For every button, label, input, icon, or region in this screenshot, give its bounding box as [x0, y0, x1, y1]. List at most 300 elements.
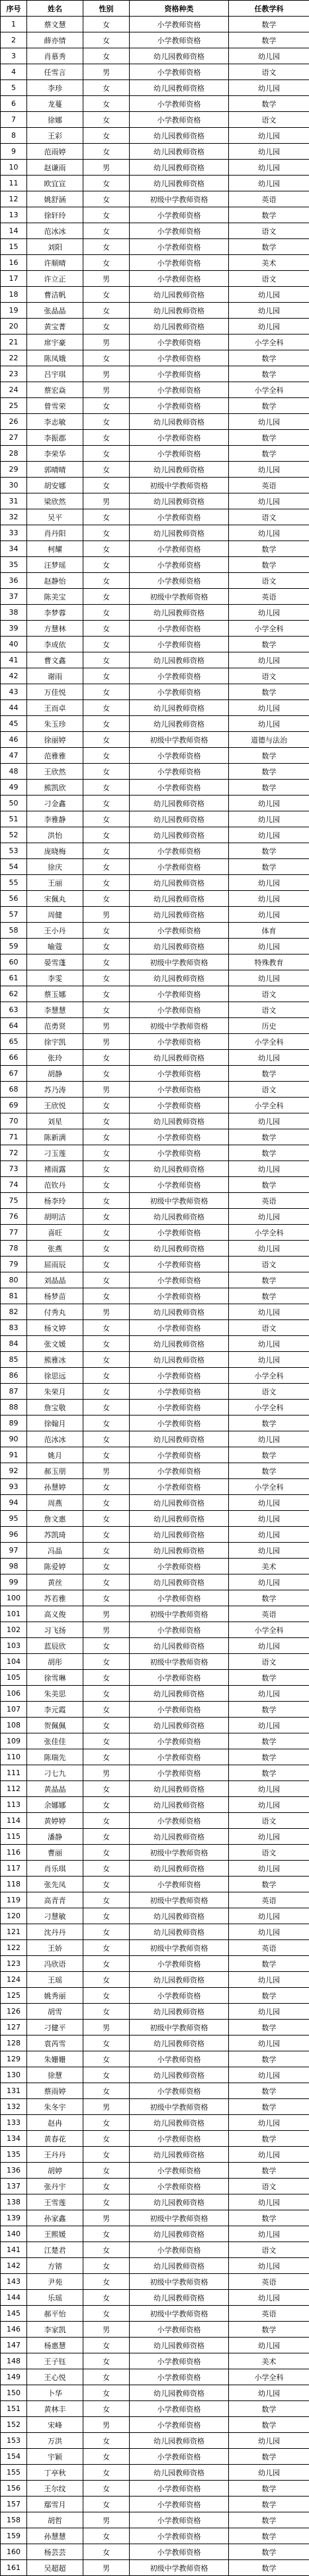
table-row	[1, 2099, 309, 2115]
table-row	[1, 1956, 309, 1972]
table-row	[1, 271, 309, 287]
cell-name: 宋佩丸	[27, 891, 83, 907]
cell-serial-number: 100	[1, 1590, 27, 1606]
cell-subject: 美术	[229, 2353, 309, 2369]
cell-subject: 幼儿园	[229, 1718, 309, 1733]
cell-gender: 女	[83, 1733, 130, 1749]
cell-serial-number: 56	[1, 891, 27, 907]
cell-name: 方慧林	[27, 621, 83, 637]
cell-subject: 英语	[229, 1606, 309, 1622]
cell-name: 刁七九	[27, 1765, 83, 1781]
cell-subject: 数学	[229, 207, 309, 223]
table-row	[1, 398, 309, 414]
cell-subject: 小学全科	[229, 2369, 309, 2385]
cell-serial-number: 80	[1, 1272, 27, 1288]
cell-name: 胡静	[27, 1066, 83, 1082]
table-row	[1, 1622, 309, 1638]
table-row	[1, 2544, 309, 2560]
cell-subject: 数学	[229, 2131, 309, 2147]
cell-name: 黄林丰	[27, 2401, 83, 2417]
table-row	[1, 1877, 309, 1892]
cell-name: 周健	[27, 907, 83, 923]
cell-gender: 女	[83, 637, 130, 652]
table-row	[1, 1527, 309, 1543]
cell-name: 徐轩玲	[27, 207, 83, 223]
table-row	[1, 1113, 309, 1129]
cell-serial-number: 1	[1, 17, 27, 32]
table-row	[1, 2115, 309, 2131]
cell-subject: 幼儿园	[229, 2433, 309, 2449]
cell-qualification-type: 幼儿园教师资格	[130, 1908, 229, 1924]
table-row	[1, 811, 309, 827]
cell-gender: 女	[83, 2258, 130, 2274]
cell-subject: 小学全科	[229, 1400, 309, 1416]
cell-serial-number: 158	[1, 2512, 27, 2528]
cell-serial-number: 61	[1, 970, 27, 986]
cell-subject: 数学	[229, 2417, 309, 2433]
cell-gender: 女	[83, 446, 130, 462]
table-row	[1, 1845, 309, 1861]
table-row	[1, 2306, 309, 2322]
cell-subject: 语文	[229, 1384, 309, 1400]
table-row	[1, 1002, 309, 1018]
cell-gender: 女	[83, 2369, 130, 2385]
cell-subject: 幼儿园	[229, 80, 309, 96]
table-row	[1, 1988, 309, 2004]
cell-serial-number: 95	[1, 1511, 27, 1527]
cell-name: 席宇豪	[27, 335, 83, 350]
table-row	[1, 478, 309, 493]
table-row	[1, 2497, 309, 2512]
cell-gender: 女	[83, 2290, 130, 2306]
cell-name: 徐雪琳	[27, 1670, 83, 1686]
cell-qualification-type: 幼儿园教师资格	[130, 462, 229, 478]
table-row	[1, 541, 309, 557]
cell-qualification-type: 小学教师资格	[130, 1320, 229, 1336]
cell-gender: 女	[83, 2115, 130, 2131]
cell-subject: 数学	[229, 1066, 309, 1082]
cell-serial-number: 46	[1, 732, 27, 748]
cell-subject: 小学全科	[229, 1098, 309, 1113]
cell-serial-number: 82	[1, 1304, 27, 1320]
table-row	[1, 2051, 309, 2067]
cell-serial-number: 119	[1, 1892, 27, 1908]
cell-serial-number: 144	[1, 2290, 27, 2306]
table-row	[1, 954, 309, 970]
cell-serial-number: 101	[1, 1606, 27, 1622]
cell-gender: 女	[83, 2035, 130, 2051]
cell-gender: 女	[83, 223, 130, 239]
cell-name: 熊雅冰	[27, 1352, 83, 1368]
cell-name: 孙慧婷	[27, 1479, 83, 1495]
cell-serial-number: 81	[1, 1288, 27, 1304]
table-row	[1, 1765, 309, 1781]
cell-subject: 数学	[229, 1288, 309, 1304]
table-row	[1, 2353, 309, 2369]
cell-gender: 女	[83, 1145, 130, 1161]
cell-serial-number: 8	[1, 128, 27, 144]
cell-gender: 女	[83, 1797, 130, 1813]
cell-serial-number: 79	[1, 1257, 27, 1272]
cell-gender: 女	[83, 1654, 130, 1670]
table-row	[1, 732, 309, 748]
cell-subject: 幼儿园	[229, 2258, 309, 2274]
table-row	[1, 2083, 309, 2099]
cell-qualification-type: 幼儿园教师资格	[130, 2194, 229, 2210]
cell-subject: 英语	[229, 1193, 309, 1209]
cell-name: 宇颖	[27, 2449, 83, 2465]
cell-serial-number: 12	[1, 191, 27, 207]
cell-qualification-type: 幼儿园教师资格	[130, 1050, 229, 1066]
cell-serial-number: 55	[1, 875, 27, 891]
cell-name: 万洪	[27, 2433, 83, 2449]
cell-gender: 男	[83, 1034, 130, 1050]
cell-gender: 女	[83, 430, 130, 446]
cell-subject: 幼儿园	[229, 875, 309, 891]
table-row	[1, 350, 309, 366]
cell-serial-number: 157	[1, 2497, 27, 2512]
cell-gender: 女	[83, 1845, 130, 1861]
cell-name: 赵静怡	[27, 573, 83, 589]
cell-serial-number: 73	[1, 1161, 27, 1177]
cell-subject: 语文	[229, 509, 309, 525]
cell-qualification-type: 小学教师资格	[130, 764, 229, 780]
cell-serial-number: 88	[1, 1400, 27, 1416]
cell-subject: 幼儿园	[229, 48, 309, 64]
cell-name: 付秀丸	[27, 1304, 83, 1320]
cell-qualification-type: 幼儿园教师资格	[130, 1336, 229, 1352]
table-row	[1, 2512, 309, 2528]
cell-qualification-type: 小学教师资格	[130, 2512, 229, 2528]
cell-name: 苏若雅	[27, 1590, 83, 1606]
cell-qualification-type: 幼儿园教师资格	[130, 1241, 229, 1257]
cell-name: 冯晶	[27, 1543, 83, 1559]
cell-gender: 女	[83, 319, 130, 335]
cell-name: 柯耀	[27, 541, 83, 557]
header-gender: 性别	[83, 1, 130, 17]
cell-subject: 数学	[229, 780, 309, 796]
cell-qualification-type: 小学教师资格	[130, 2497, 229, 2512]
cell-subject: 数学	[229, 2051, 309, 2067]
cell-serial-number: 161	[1, 2560, 27, 2576]
cell-subject: 数学	[229, 2020, 309, 2035]
cell-qualification-type: 小学教师资格	[130, 780, 229, 796]
cell-gender: 女	[83, 923, 130, 939]
cell-name: 洪怡	[27, 827, 83, 843]
cell-gender: 女	[83, 2226, 130, 2242]
cell-name: 袁芮雪	[27, 2035, 83, 2051]
cell-name: 姚秀丽	[27, 1988, 83, 2004]
cell-gender: 女	[83, 2131, 130, 2147]
cell-gender: 男	[83, 1606, 130, 1622]
cell-subject: 数学	[229, 843, 309, 859]
cell-subject: 幼儿园	[229, 605, 309, 621]
cell-name: 王雪莲	[27, 2194, 83, 2210]
cell-gender: 男	[83, 2099, 130, 2115]
cell-name: 江楚君	[27, 2242, 83, 2258]
cell-gender: 女	[83, 1257, 130, 1272]
cell-name: 陈瑞先	[27, 1749, 83, 1765]
table-row	[1, 2163, 309, 2179]
cell-serial-number: 131	[1, 2083, 27, 2099]
cell-qualification-type: 小学教师资格	[130, 2242, 229, 2258]
cell-gender: 女	[83, 1193, 130, 1209]
cell-subject: 语文	[229, 112, 309, 128]
cell-serial-number: 149	[1, 2369, 27, 2385]
cell-name: 龙蔓	[27, 96, 83, 112]
cell-name: 曹洁帆	[27, 287, 83, 303]
cell-subject: 幼儿园	[229, 1161, 309, 1177]
cell-name: 冯欣语	[27, 1956, 83, 1972]
cell-name: 胡哲	[27, 2512, 83, 2528]
cell-serial-number: 93	[1, 1479, 27, 1495]
cell-name: 熊凯欣	[27, 780, 83, 796]
cell-serial-number: 24	[1, 382, 27, 398]
cell-name: 张晶晶	[27, 303, 83, 319]
table-row	[1, 875, 309, 891]
cell-gender: 男	[83, 493, 130, 509]
cell-name: 蔡宏焱	[27, 382, 83, 398]
cell-subject: 数学	[229, 1765, 309, 1781]
cell-qualification-type: 幼儿园教师资格	[130, 2035, 229, 2051]
table-row	[1, 986, 309, 1002]
cell-name: 谢雨	[27, 668, 83, 684]
cell-subject: 数学	[229, 1877, 309, 1892]
table-row	[1, 1543, 309, 1559]
cell-subject: 幼儿园	[229, 1113, 309, 1129]
cell-gender: 女	[83, 96, 130, 112]
cell-name: 张玲	[27, 1050, 83, 1066]
cell-gender: 女	[83, 1908, 130, 1924]
cell-qualification-type: 小学教师资格	[130, 923, 229, 939]
table-row	[1, 525, 309, 541]
table-row	[1, 764, 309, 780]
cell-serial-number: 136	[1, 2163, 27, 2179]
cell-qualification-type: 小学教师资格	[130, 2179, 229, 2194]
cell-gender: 男	[83, 1304, 130, 1320]
cell-name: 王瑶	[27, 1972, 83, 1988]
cell-name: 赵冉	[27, 2115, 83, 2131]
cell-subject: 数学	[229, 2322, 309, 2338]
cell-gender: 女	[83, 1272, 130, 1288]
table-row	[1, 1129, 309, 1145]
cell-subject: 数学	[229, 1416, 309, 1431]
cell-serial-number: 137	[1, 2179, 27, 2194]
cell-serial-number: 2	[1, 32, 27, 48]
cell-qualification-type: 小学教师资格	[130, 207, 229, 223]
cell-qualification-type: 幼儿园教师资格	[130, 128, 229, 144]
cell-name: 徐丽婷	[27, 732, 83, 748]
cell-serial-number: 76	[1, 1209, 27, 1225]
cell-serial-number: 7	[1, 112, 27, 128]
table-row	[1, 2338, 309, 2353]
cell-subject: 数学	[229, 1177, 309, 1193]
cell-serial-number: 156	[1, 2481, 27, 2497]
table-row	[1, 335, 309, 350]
cell-qualification-type: 小学教师资格	[130, 1177, 229, 1193]
cell-serial-number: 77	[1, 1225, 27, 1241]
cell-qualification-type: 小学教师资格	[130, 1288, 229, 1304]
table-row	[1, 2210, 309, 2226]
cell-gender: 女	[83, 32, 130, 48]
cell-name: 姚舒涵	[27, 191, 83, 207]
cell-subject: 幼儿园	[229, 144, 309, 160]
cell-gender: 女	[83, 1066, 130, 1082]
cell-name: 余娜娜	[27, 1797, 83, 1813]
cell-name: 王熙媛	[27, 2226, 83, 2242]
table-row	[1, 843, 309, 859]
cell-name: 徐慧	[27, 2067, 83, 2083]
table-row	[1, 255, 309, 271]
cell-serial-number: 64	[1, 1018, 27, 1034]
cell-subject: 数学	[229, 1272, 309, 1288]
cell-serial-number: 40	[1, 637, 27, 652]
cell-subject: 幼儿园	[229, 1924, 309, 1940]
cell-subject: 英语	[229, 191, 309, 207]
cell-subject: 幼儿园	[229, 2338, 309, 2353]
cell-name: 李珍	[27, 80, 83, 96]
cell-gender: 女	[83, 2274, 130, 2290]
table-row	[1, 1638, 309, 1654]
cell-name: 薛亦情	[27, 32, 83, 48]
cell-name: 胡明洁	[27, 1209, 83, 1225]
cell-serial-number: 74	[1, 1177, 27, 1193]
cell-serial-number: 26	[1, 414, 27, 430]
cell-name: 梁欣然	[27, 493, 83, 509]
table-row	[1, 1066, 309, 1082]
cell-gender: 女	[83, 144, 130, 160]
cell-gender: 女	[83, 1161, 130, 1177]
cell-name: 高青青	[27, 1892, 83, 1908]
cell-subject: 数学	[229, 2512, 309, 2528]
cell-qualification-type: 幼儿园教师资格	[130, 1209, 229, 1225]
table-row	[1, 2242, 309, 2258]
table-row	[1, 1590, 309, 1606]
cell-subject: 数学	[229, 2481, 309, 2497]
cell-serial-number: 23	[1, 366, 27, 382]
cell-qualification-type: 幼儿园教师资格	[130, 939, 229, 954]
cell-qualification-type: 小学教师资格	[130, 684, 229, 700]
cell-qualification-type: 小学教师资格	[130, 1034, 229, 1050]
table-row	[1, 160, 309, 176]
cell-qualification-type: 幼儿园教师资格	[130, 970, 229, 986]
cell-subject: 幼儿园	[229, 287, 309, 303]
table-row	[1, 1400, 309, 1416]
cell-qualification-type: 幼儿园教师资格	[130, 287, 229, 303]
cell-name: 陈凤娥	[27, 350, 83, 366]
cell-name: 黄春花	[27, 2131, 83, 2147]
cell-serial-number: 27	[1, 430, 27, 446]
cell-subject: 数学	[229, 541, 309, 557]
cell-gender: 女	[83, 1638, 130, 1654]
cell-gender: 女	[83, 1877, 130, 1892]
cell-subject: 数学	[229, 96, 309, 112]
cell-serial-number: 132	[1, 2099, 27, 2115]
cell-subject: 幼儿园	[229, 1908, 309, 1924]
cell-gender: 女	[83, 2401, 130, 2417]
cell-name: 李雯	[27, 970, 83, 986]
cell-subject: 幼儿园	[229, 827, 309, 843]
cell-name: 尹苑	[27, 2274, 83, 2290]
cell-serial-number: 50	[1, 796, 27, 811]
cell-qualification-type: 幼儿园教师资格	[130, 700, 229, 716]
cell-gender: 男	[83, 1082, 130, 1098]
cell-subject: 幼儿园	[229, 1511, 309, 1527]
cell-serial-number: 133	[1, 2115, 27, 2131]
table-row	[1, 1288, 309, 1304]
cell-serial-number: 92	[1, 1463, 27, 1479]
cell-subject: 数学	[229, 430, 309, 446]
cell-gender: 女	[83, 1288, 130, 1304]
cell-gender: 女	[83, 239, 130, 255]
cell-name: 杨惠慧	[27, 2338, 83, 2353]
table-row	[1, 414, 309, 430]
cell-qualification-type: 小学教师资格	[130, 2353, 229, 2369]
cell-name: 刘星	[27, 1113, 83, 1129]
cell-name: 王丽	[27, 875, 83, 891]
cell-serial-number: 145	[1, 2306, 27, 2322]
cell-subject: 数学	[229, 446, 309, 462]
cell-name: 蔡玉娜	[27, 986, 83, 1002]
table-row	[1, 700, 309, 716]
cell-subject: 数学	[229, 1670, 309, 1686]
cell-serial-number: 25	[1, 398, 27, 414]
cell-qualification-type: 初级中学教师资格	[130, 1606, 229, 1622]
cell-subject: 小学全科	[229, 1622, 309, 1638]
cell-subject: 体育	[229, 923, 309, 939]
cell-gender: 女	[83, 1447, 130, 1463]
cell-serial-number: 94	[1, 1495, 27, 1511]
cell-serial-number: 22	[1, 350, 27, 366]
table-row	[1, 637, 309, 652]
cell-serial-number: 59	[1, 939, 27, 954]
cell-subject: 小学全科	[229, 382, 309, 398]
cell-serial-number: 49	[1, 780, 27, 796]
cell-qualification-type: 小学教师资格	[130, 1400, 229, 1416]
cell-serial-number: 111	[1, 1765, 27, 1781]
cell-name: 张佳佳	[27, 1733, 83, 1749]
cell-serial-number: 99	[1, 1574, 27, 1590]
table-row	[1, 796, 309, 811]
cell-serial-number: 120	[1, 1908, 27, 1924]
cell-gender: 女	[83, 2433, 130, 2449]
table-row	[1, 1479, 309, 1495]
cell-subject: 语文	[229, 668, 309, 684]
table-row	[1, 2274, 309, 2290]
cell-qualification-type: 小学教师资格	[130, 112, 229, 128]
table-row	[1, 1416, 309, 1431]
cell-subject: 幼儿园	[229, 939, 309, 954]
cell-subject: 幼儿园	[229, 1861, 309, 1877]
cell-serial-number: 57	[1, 907, 27, 923]
cell-subject: 幼儿园	[229, 652, 309, 668]
cell-name: 乐瑶	[27, 2290, 83, 2306]
cell-qualification-type: 小学教师资格	[130, 1877, 229, 1892]
cell-name: 王心悦	[27, 2369, 83, 2385]
cell-gender: 女	[83, 2528, 130, 2544]
cell-qualification-type: 小学教师资格	[130, 1447, 229, 1463]
cell-qualification-type: 小学教师资格	[130, 271, 229, 287]
cell-gender: 女	[83, 1384, 130, 1400]
cell-qualification-type: 小学教师资格	[130, 2322, 229, 2338]
cell-gender: 男	[83, 2560, 130, 2576]
table-row	[1, 1686, 309, 1702]
cell-serial-number: 148	[1, 2353, 27, 2369]
cell-serial-number: 30	[1, 478, 27, 493]
cell-subject: 数学	[229, 239, 309, 255]
table-row	[1, 207, 309, 223]
cell-name: 许立正	[27, 271, 83, 287]
